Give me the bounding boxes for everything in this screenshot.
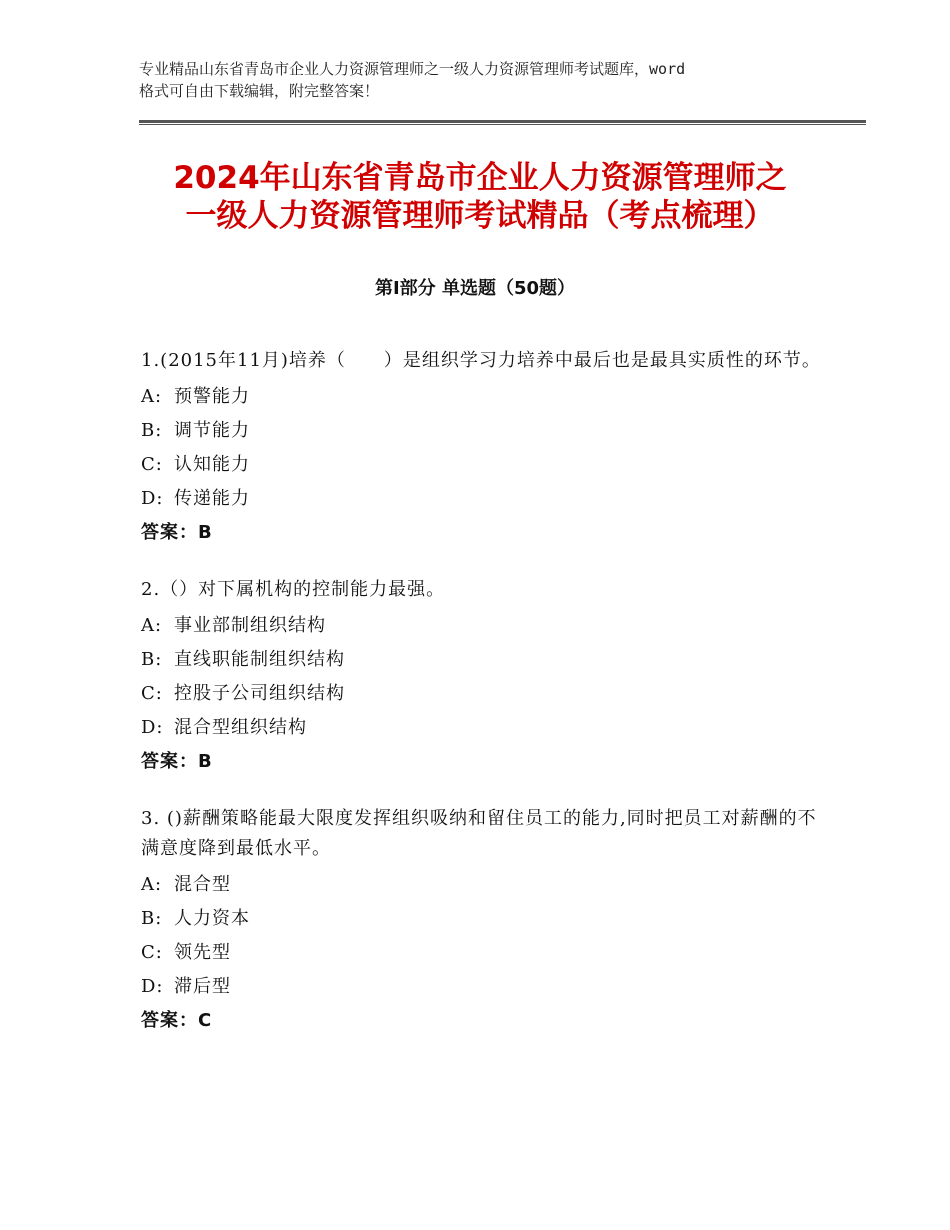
- option-letter: D:: [141, 976, 164, 997]
- option-b: [141, 902, 821, 936]
- question-stem: 2.（）对下属机构的控制能力最强。: [141, 579, 446, 600]
- question-3: [141, 804, 821, 1038]
- question-2: [141, 575, 821, 779]
- option-letter: C:: [141, 683, 163, 704]
- option-letter: C:: [141, 454, 163, 475]
- option-letter: A:: [141, 386, 163, 407]
- option-letter: D:: [141, 717, 164, 738]
- option-c: [141, 677, 821, 711]
- option-c: [141, 448, 821, 482]
- option-d: [141, 970, 821, 1004]
- option-d: [141, 482, 821, 516]
- question-stem: 3. ()薪酬策略能最大限度发挥组织吸纳和留住员工的能力,同时把员工对薪酬的不满意度降到最低水平。: [141, 808, 817, 859]
- option-letter: B:: [141, 420, 163, 441]
- option-text: 预警能力: [174, 386, 250, 407]
- section-heading: 第Ⅰ部分 单选题（50题）: [374, 278, 575, 299]
- option-letter: B:: [141, 649, 163, 670]
- option-b: [141, 414, 821, 448]
- option-letter: D:: [141, 488, 164, 509]
- option-letter: C:: [141, 942, 163, 963]
- option-text: 领先型: [174, 942, 231, 963]
- option-a: [141, 380, 821, 414]
- question-1: [141, 346, 821, 550]
- option-a: [141, 609, 821, 643]
- option-b: [141, 643, 821, 677]
- header-note: [139, 58, 829, 102]
- option-text: 调节能力: [174, 420, 250, 441]
- option-letter: B:: [141, 908, 163, 929]
- option-letter: A:: [141, 615, 163, 636]
- header-note-line-2: 格式可自由下载编辑，附完整答案！: [139, 82, 380, 100]
- document-title-line-2: 一级人力资源管理师考试精品（考点梳理）: [185, 198, 775, 234]
- option-d: [141, 711, 821, 745]
- question-list: [141, 346, 821, 1063]
- answer-line: 答案：B: [141, 751, 213, 772]
- answer-line: 答案：B: [141, 522, 213, 543]
- header-note-line-1: 专业精品山东省青岛市企业人力资源管理师之一级人力资源管理师考试题库，word: [139, 60, 686, 78]
- option-letter: A:: [141, 874, 163, 895]
- option-text: 人力资本: [174, 908, 250, 929]
- question-stem: 1.(2015年11月)培养（ ）是组织学习力培养中最后也是最具实质性的环节。: [141, 350, 821, 371]
- header-divider: [139, 120, 866, 125]
- option-text: 混合型组织结构: [174, 717, 307, 738]
- answer-line: 答案：C: [141, 1010, 213, 1031]
- document-title-line-1: 2024年山东省青岛市企业人力资源管理师之: [173, 160, 787, 196]
- option-text: 认知能力: [174, 454, 250, 475]
- option-text: 事业部制组织结构: [174, 615, 326, 636]
- option-text: 滞后型: [174, 976, 231, 997]
- option-c: [141, 936, 821, 970]
- option-text: 直线职能制组织结构: [174, 649, 345, 670]
- option-text: 传递能力: [174, 488, 250, 509]
- option-a: [141, 868, 821, 902]
- option-text: 混合型: [174, 874, 231, 895]
- option-text: 控股子公司组织结构: [174, 683, 345, 704]
- document-title: [100, 159, 860, 235]
